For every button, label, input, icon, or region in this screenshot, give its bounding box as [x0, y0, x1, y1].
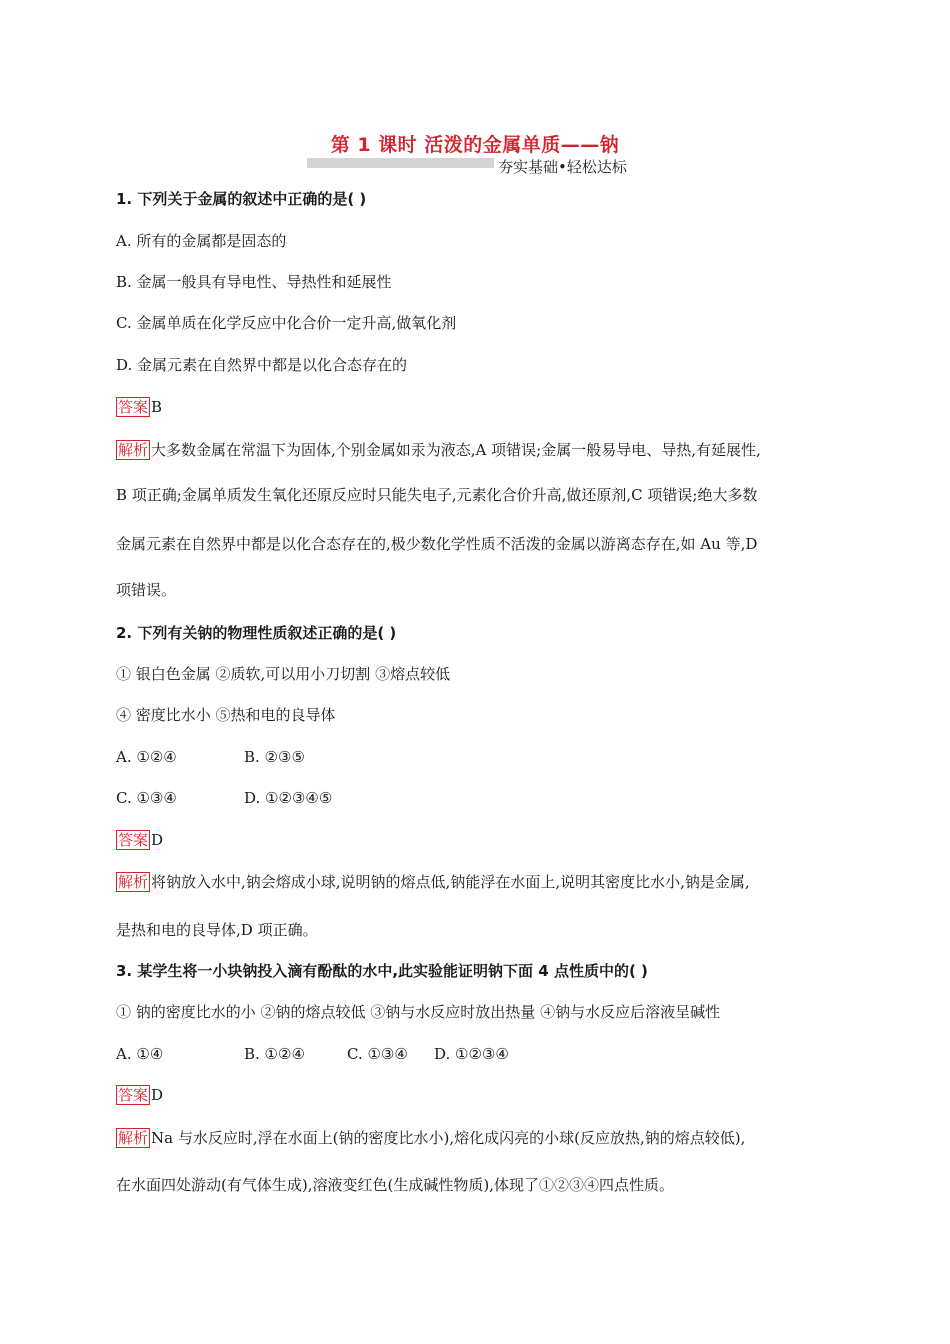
analysis-tag: 解析 — [118, 441, 149, 459]
question-1-option-a: A. 所有的金属都是固态的 — [116, 232, 287, 250]
question-2-option-a: A. ①②④ — [116, 748, 177, 766]
page-title: 第 1 课时 活泼的金属单质——钠 — [330, 134, 620, 156]
question-2-analysis-line: 是热和电的良导体,D 项正确。 — [116, 921, 318, 939]
answer-value: B — [151, 398, 163, 416]
question-1-analysis-line: B 项正确;金属单质发生氧化还原反应时只能失电子,元素化合价升高,做还原剂,C 项错误;绝大多数 — [116, 486, 758, 504]
question-1-stem: 1. 下列关于金属的叙述中正确的是( ) — [116, 190, 367, 208]
question-2-option-b: B. ②③⑤ — [244, 748, 305, 766]
question-2-analysis-line: 解析 将钠放入水中,钠会熔成小球,说明钠的熔点低,钠能浮在水面上,说明其密度比水小,钠是金属, — [118, 873, 750, 891]
question-1-option-d: D. 金属元素在自然界中都是以化合态存在的 — [116, 356, 408, 374]
answer-tag: 答案 — [118, 831, 149, 849]
question-1-analysis-line: 解析 大多数金属在常温下为固体,个别金属如汞为液态,A 项错误;金属一般易导电、导热,有延展性, — [118, 441, 761, 459]
question-2-option-d: D. ①②③④⑤ — [244, 789, 333, 807]
question-2-properties: ④ 密度比水小 ⑤热和电的良导体 — [116, 706, 336, 724]
answer-tag: 答案 — [118, 398, 149, 416]
question-3-properties: ① 钠的密度比水的小 ②钠的熔点较低 ③钠与水反应时放出热量 ④钠与水反应后溶液呈碱性 — [116, 1003, 721, 1021]
question-3-option-b: B. ①②④ — [244, 1045, 305, 1063]
question-2-stem: 2. 下列有关钠的物理性质叙述正确的是( ) — [116, 624, 397, 642]
answer-value: D — [151, 831, 164, 849]
analysis-tag: 解析 — [118, 873, 149, 891]
question-3-stem: 3. 某学生将一小块钠投入滴有酚酞的水中,此实验能证明钠下面 4 点性质中的( ) — [116, 962, 648, 980]
question-1-option-c: C. 金属单质在化学反应中化合价一定升高,做氧化剂 — [116, 314, 457, 332]
answer-tag: 答案 — [118, 1086, 149, 1104]
answer-value: D — [151, 1086, 164, 1104]
question-2-answer — [116, 830, 163, 850]
question-1-option-b: B. 金属一般具有导电性、导热性和延展性 — [116, 273, 392, 291]
question-3-analysis-line: 在水面四处游动(有气体生成),溶液变红色(生成碱性物质),体现了①②③④四点性质。 — [116, 1176, 674, 1194]
question-1-answer — [116, 397, 162, 417]
question-1-analysis-line: 项错误。 — [116, 581, 177, 599]
question-3-option-c: C. ①③④ — [347, 1045, 408, 1063]
question-3-answer — [116, 1085, 163, 1105]
section-divider-bar — [307, 158, 494, 168]
question-3-option-d: D. ①②③④ — [434, 1045, 509, 1063]
analysis-tag: 解析 — [118, 1129, 149, 1147]
question-3-option-a: A. ①④ — [116, 1045, 164, 1063]
question-3-analysis-line: 解析 Na 与水反应时,浮在水面上(钠的密度比水小),熔化成闪亮的小球(反应放热,钠的熔点较低), — [118, 1129, 746, 1147]
question-1-analysis-line: 金属元素在自然界中都是以化合态存在的,极少数化学性质不活泼的金属以游离态存在,如 Au 等,D — [116, 535, 758, 553]
section-subtitle: 夯实基础•轻松达标 — [498, 158, 627, 176]
question-2-option-c: C. ①③④ — [116, 789, 177, 807]
question-2-properties: ① 银白色金属 ②质软,可以用小刀切割 ③熔点较低 — [116, 665, 451, 683]
